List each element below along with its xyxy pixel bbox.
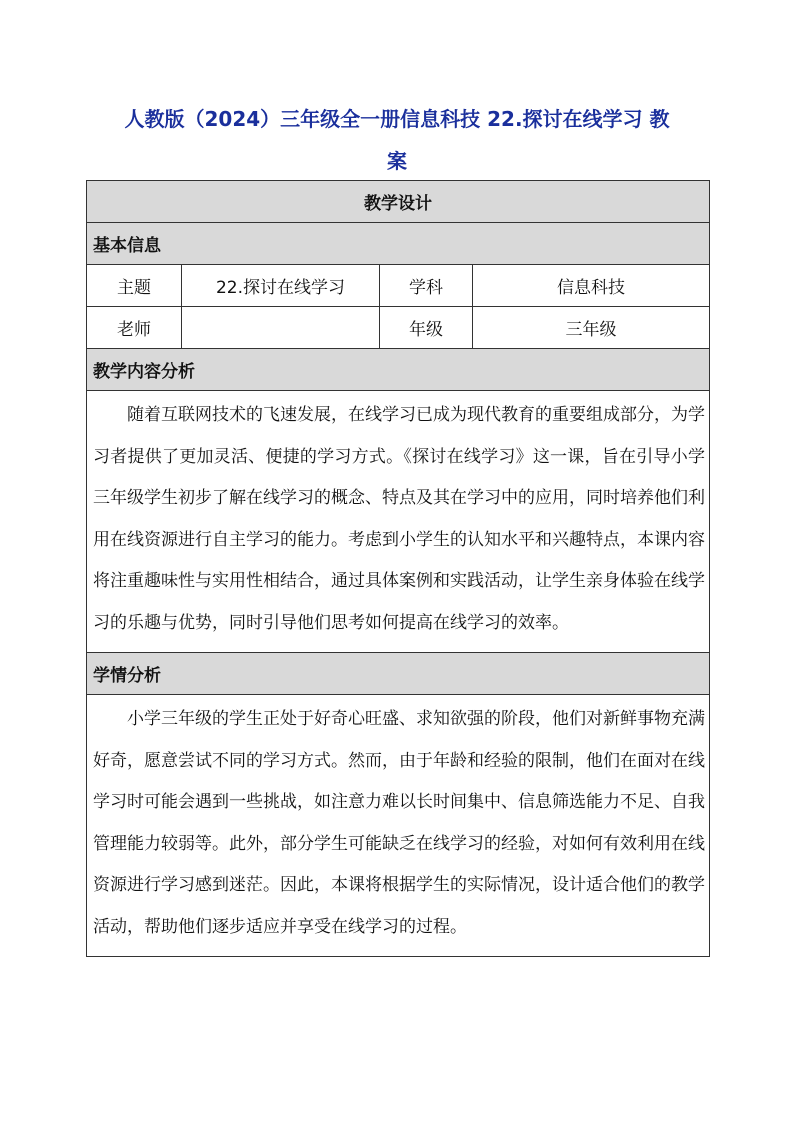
topic-label: 主题	[87, 265, 182, 307]
main-header-row	[87, 181, 710, 223]
content-analysis-text: 随着互联网技术的飞速发展，在线学习已成为现代教育的重要组成部分，为学习者提供了更加灵活、便捷的学习方式。《探讨在线学习》这一课，旨在引导小学三年级学生初步了解在线学习的概念、特点及其在学习中的应用，同时培养他们利用在线资源进行自主学习的能力。考虑到小学生的认知水平和兴趣特点，本课内容将注重趣味性与实用性相结合，通过具体案例和实践活动，让学生亲身体验在线学习的乐趣与优势，同时引导他们思考如何提高在线学习的效率。	[87, 391, 710, 653]
document-title-line2: 案	[387, 149, 407, 173]
learner-analysis-header-row	[87, 653, 710, 695]
learner-analysis-header: 学情分析	[87, 653, 710, 695]
document-title-line1: 人教版（2024）三年级全一册信息科技 22.探讨在线学习 教	[124, 107, 670, 131]
teacher-value	[182, 307, 380, 349]
content-analysis-header: 教学内容分析	[87, 349, 710, 391]
lesson-plan-table	[86, 180, 710, 957]
learner-analysis-body-row	[87, 695, 710, 957]
basic-info-header: 基本信息	[87, 223, 710, 265]
content-analysis-header-row	[87, 349, 710, 391]
basic-info-header-row	[87, 223, 710, 265]
teacher-label: 老师	[87, 307, 182, 349]
topic-row	[87, 265, 710, 307]
topic-value: 22.探讨在线学习	[182, 265, 380, 307]
subject-value: 信息科技	[473, 265, 710, 307]
grade-label: 年级	[380, 307, 473, 349]
teacher-row	[87, 307, 710, 349]
subject-label: 学科	[380, 265, 473, 307]
content-analysis-body-row	[87, 391, 710, 653]
grade-value: 三年级	[473, 307, 710, 349]
main-header: 教学设计	[87, 181, 710, 223]
learner-analysis-text: 小学三年级的学生正处于好奇心旺盛、求知欲强的阶段，他们对新鲜事物充满好奇，愿意尝试不同的学习方式。然而，由于年龄和经验的限制，他们在面对在线学习时可能会遇到一些挑战，如注意力难以长时间集中、信息筛选能力不足、自我管理能力较弱等。此外，部分学生可能缺乏在线学习的经验，对如何有效利用在线资源进行学习感到迷茫。因此，本课将根据学生的实际情况，设计适合他们的教学活动，帮助他们逐步适应并享受在线学习的过程。	[87, 695, 710, 957]
